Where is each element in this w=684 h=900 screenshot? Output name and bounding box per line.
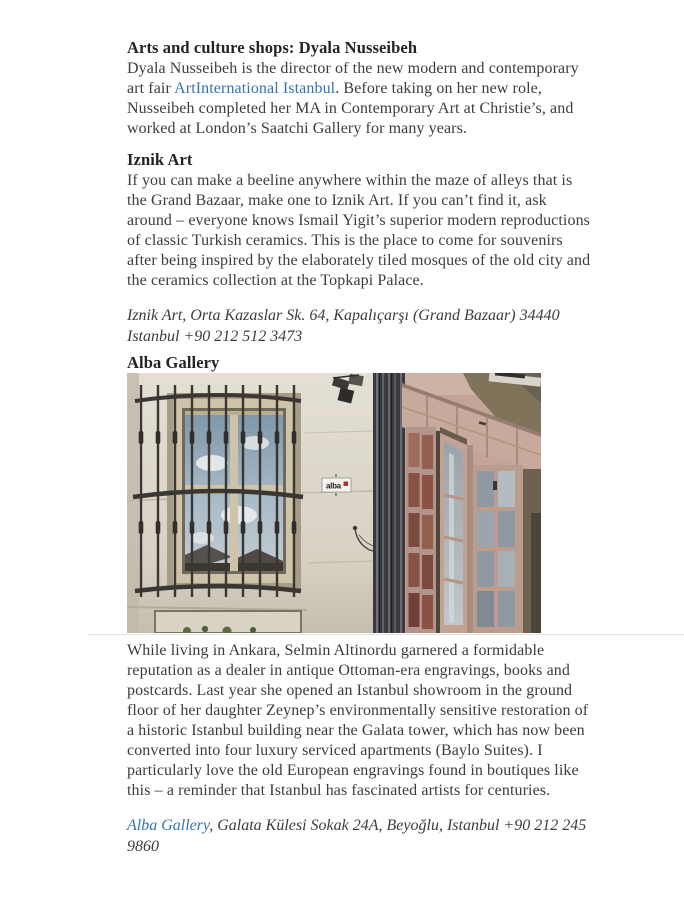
metal-shutters [373,373,405,633]
address-alba-gallery [127,815,594,857]
section-heading-alba-gallery: Alba Gallery [127,353,220,372]
paragraph-iznik-art: If you can make a beeline anywhere within the maze of alleys that is the Grand Bazaar, make one to Iznik Art. If you can’t find it, ask around – everyone knows Ismail Yigit’s superior modern reproductions of classic Turkish ceramics. This is the place to come for souvenirs after being inspired by the elaborately tiled mosques of the old city and the ceramics collection at the Topkapi Palace. [127,172,591,289]
article-body [127,0,594,857]
link-artinternational-istanbul[interactable]: ArtInternational Istanbul [174,80,336,97]
basement-panel [155,611,301,633]
paragraph-text: . Before taking on her new role, Nusseibeh completed her MA in Contemporary Art at Christie’s, and worked at London’s Saatchi Gallery for many years. [127,80,574,137]
alba-sign-red-mark [344,482,349,487]
section-heading-iznik-art: Iznik Art [127,150,193,169]
link-alba-gallery[interactable]: Alba Gallery [127,817,210,834]
alba-sign-text: alba [326,481,341,491]
paragraph-dyala-nusseibeh [127,59,594,139]
address-iznik-art: Iznik Art, Orta Kazaslar Sk. 64, Kapalıçarşı (Grand Bazaar) 34440 Istanbul +90 212 512 3473 [127,307,560,345]
storefront-photo-graphic [127,373,541,633]
divider-line [88,634,684,635]
alba-gallery-photo [127,373,594,633]
alba-sign [322,475,351,496]
wooden-shopfront [402,373,541,633]
address-text: , Galata Külesi Sokak 24A, Beyoğlu, Istanbul +90 212 245 9860 [127,817,587,855]
paragraph-text: Dyala Nusseibeh is the director of the new modern and contemporary art fair [127,60,579,97]
paragraph-alba-gallery: While living in Ankara, Selmin Altinordu garnered a formidable reputation as a dealer in antique Ottoman-era engravings, books and postcards. Last year she opened an Istanbul showroom in the ground floor of her daughter Zeynep’s environmentally sensitive restoration of a historic Istanbul building near the Galata tower, which has now been converted into four luxury serviced apartments (Baylo Suites). I particularly love the old European engravings found in boutiques like this – a reminder that Istanbul has fascinated artists for centuries. [127,642,589,799]
section-heading-arts-culture: Arts and culture shops: Dyala Nusseibeh [127,38,418,57]
